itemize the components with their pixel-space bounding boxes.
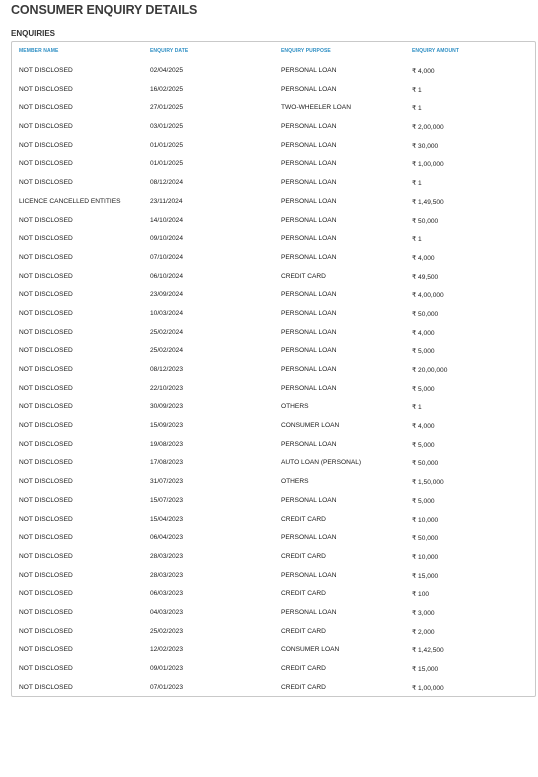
enquiry-date-cell: 04/03/2023: [150, 608, 184, 616]
enquiry-date-cell: 28/03/2023: [150, 552, 184, 560]
enquiry-purpose-cell: PERSONAL LOAN: [281, 440, 337, 448]
table-row: [12, 417, 535, 436]
enquiry-date-cell: 14/10/2024: [150, 216, 184, 224]
table-row: [12, 529, 535, 548]
table-body: [12, 62, 535, 697]
enquiry-amount-cell: ₹ 15,000: [412, 572, 439, 580]
enquiry-amount-cell: ₹ 30,000: [412, 142, 439, 150]
enquiry-amount-cell: ₹ 1,50,000: [412, 479, 444, 487]
member-name-cell: NOT DISCLOSED: [19, 440, 73, 448]
enquiry-amount-cell: ₹ 50,000: [412, 535, 439, 543]
enquiries-table: [11, 41, 536, 697]
enquiry-purpose-cell: CREDIT CARD: [281, 515, 326, 523]
enquiry-amount-cell: ₹ 5,000: [412, 441, 435, 449]
enquiry-amount-cell: ₹ 1,42,500: [412, 647, 444, 655]
enquiry-date-cell: 02/04/2025: [150, 67, 184, 74]
enquiry-purpose-cell: CREDIT CARD: [281, 590, 326, 598]
member-name-cell: NOT DISCLOSED: [19, 515, 73, 523]
enquiry-date-cell: 16/02/2025: [150, 85, 184, 93]
enquiry-purpose-cell: PERSONAL LOAN: [281, 347, 337, 355]
member-name-cell: NOT DISCLOSED: [19, 141, 73, 149]
enquiry-date-cell: 01/01/2025: [150, 141, 184, 149]
member-name-cell: NOT DISCLOSED: [19, 496, 73, 504]
enquiry-purpose-cell: PERSONAL LOAN: [281, 235, 337, 243]
page-title: CONSUMER ENQUIRY DETAILS: [11, 3, 198, 17]
table-row: [12, 230, 535, 249]
table-row: [12, 492, 535, 511]
enquiry-amount-cell: ₹ 1: [412, 404, 422, 412]
enquiry-amount-cell: ₹ 10,000: [412, 553, 439, 561]
enquiry-amount-cell: ₹ 49,500: [412, 273, 439, 281]
enquiry-purpose-cell: OTHERS: [281, 403, 309, 411]
enquiry-purpose-cell: CONSUMER LOAN: [281, 422, 340, 430]
table-row: [12, 398, 535, 417]
member-name-cell: LICENCE CANCELLED ENTITIES: [19, 197, 121, 205]
table-row: [12, 604, 535, 623]
enquiry-purpose-cell: PERSONAL LOAN: [281, 141, 337, 149]
enquiry-date-cell: 15/07/2023: [150, 496, 184, 504]
enquiry-amount-cell: ₹ 1: [412, 86, 422, 94]
column-header-enquiry-amount: ENQUIRY AMOUNT: [412, 48, 460, 54]
enquiry-amount-cell: ₹ 4,00,000: [412, 292, 444, 300]
member-name-cell: NOT DISCLOSED: [19, 571, 73, 579]
member-name-cell: NOT DISCLOSED: [19, 683, 73, 691]
table-row: [12, 473, 535, 492]
enquiry-amount-cell: ₹ 50,000: [412, 310, 439, 318]
enquiry-amount-cell: ₹ 1,00,000: [412, 161, 444, 169]
table-row: [12, 567, 535, 586]
member-name-cell: NOT DISCLOSED: [19, 347, 73, 355]
enquiry-date-cell: 25/02/2024: [150, 328, 184, 336]
enquiry-purpose-cell: PERSONAL LOAN: [281, 366, 337, 373]
enquiry-date-cell: 03/01/2025: [150, 123, 184, 131]
member-name-cell: NOT DISCLOSED: [19, 459, 73, 467]
member-name-cell: NOT DISCLOSED: [19, 627, 73, 635]
member-name-cell: NOT DISCLOSED: [19, 216, 73, 224]
enquiry-purpose-cell: TWO-WHEELER LOAN: [281, 104, 351, 112]
enquiry-date-cell: 15/09/2023: [150, 422, 184, 430]
enquiry-date-cell: 09/10/2024: [150, 235, 184, 243]
column-header-member-name: MEMBER NAME: [19, 48, 59, 54]
table-row: [12, 155, 535, 174]
enquiry-amount-cell: ₹ 2,00,000: [412, 124, 444, 132]
enquiry-date-cell: 30/09/2023: [150, 403, 184, 411]
table-row: [12, 81, 535, 100]
member-name-cell: NOT DISCLOSED: [19, 552, 73, 560]
enquiry-purpose-cell: PERSONAL LOAN: [281, 328, 337, 336]
enquiry-purpose-cell: PERSONAL LOAN: [281, 253, 337, 261]
table-row: [12, 380, 535, 399]
enquiry-purpose-cell: CREDIT CARD: [281, 272, 326, 280]
member-name-cell: NOT DISCLOSED: [19, 608, 73, 616]
table-row: [12, 324, 535, 343]
member-name-cell: NOT DISCLOSED: [19, 534, 73, 542]
enquiry-date-cell: 12/02/2023: [150, 646, 184, 654]
table-row: [12, 548, 535, 567]
table-row: [12, 212, 535, 231]
member-name-cell: NOT DISCLOSED: [19, 272, 73, 280]
enquiry-purpose-cell: PERSONAL LOAN: [281, 123, 337, 131]
table-row: [12, 118, 535, 137]
enquiry-amount-cell: ₹ 50,000: [412, 217, 439, 225]
enquiry-date-cell: 08/12/2024: [150, 179, 184, 187]
member-name-cell: NOT DISCLOSED: [19, 328, 73, 336]
enquiry-date-cell: 28/03/2023: [150, 571, 184, 579]
enquiry-date-cell: 06/10/2024: [150, 272, 184, 280]
enquiry-date-cell: 17/08/2023: [150, 459, 184, 467]
enquiry-amount-cell: ₹ 4,000: [412, 329, 435, 337]
enquiry-purpose-cell: PERSONAL LOAN: [281, 309, 337, 317]
member-name-cell: NOT DISCLOSED: [19, 123, 73, 131]
enquiry-date-cell: 19/08/2023: [150, 440, 184, 448]
enquiry-purpose-cell: CREDIT CARD: [281, 552, 326, 560]
section-title: ENQUIRIES: [11, 29, 56, 38]
enquiry-amount-cell: ₹ 20,00,000: [412, 367, 448, 374]
enquiry-date-cell: 25/02/2024: [150, 347, 184, 355]
enquiry-date-cell: 23/11/2024: [150, 197, 183, 205]
enquiry-date-cell: 27/01/2025: [150, 104, 184, 112]
table-row: [12, 361, 535, 380]
table-row: [12, 249, 535, 268]
table-row: [12, 511, 535, 530]
table-row: [12, 454, 535, 473]
member-name-cell: NOT DISCLOSED: [19, 590, 73, 598]
member-name-cell: NOT DISCLOSED: [19, 291, 73, 299]
enquiry-amount-cell: ₹ 1,49,500: [412, 198, 444, 206]
column-header-enquiry-purpose: ENQUIRY PURPOSE: [281, 48, 331, 54]
enquiry-date-cell: 07/10/2024: [150, 253, 184, 261]
enquiry-amount-cell: ₹ 3,000: [412, 609, 435, 617]
enquiry-purpose-cell: PERSONAL LOAN: [281, 67, 337, 74]
member-name-cell: NOT DISCLOSED: [19, 384, 73, 392]
enquiry-amount-cell: ₹ 5,000: [412, 385, 435, 393]
member-name-cell: NOT DISCLOSED: [19, 422, 73, 430]
enquiry-date-cell: 01/01/2025: [150, 160, 184, 168]
member-name-cell: NOT DISCLOSED: [19, 179, 73, 187]
member-name-cell: NOT DISCLOSED: [19, 478, 73, 486]
enquiry-amount-cell: ₹ 1: [412, 180, 422, 188]
enquiry-amount-cell: ₹ 10,000: [412, 516, 439, 524]
member-name-cell: NOT DISCLOSED: [19, 235, 73, 243]
table-row: [12, 286, 535, 305]
column-header-enquiry-date: ENQUIRY DATE: [150, 48, 189, 54]
table-row: [12, 660, 535, 679]
enquiry-date-cell: 22/10/2023: [150, 384, 184, 392]
enquiry-purpose-cell: AUTO LOAN (PERSONAL): [281, 459, 362, 467]
enquiry-purpose-cell: PERSONAL LOAN: [281, 496, 337, 504]
table-row: [12, 193, 535, 212]
enquiry-date-cell: 23/09/2024: [150, 291, 184, 299]
enquiry-amount-cell: ₹ 1: [412, 105, 422, 113]
enquiry-purpose-cell: CREDIT CARD: [281, 683, 326, 691]
enquiry-date-cell: 15/04/2023: [150, 515, 184, 523]
enquiry-amount-cell: ₹ 5,000: [412, 348, 435, 356]
table-row: [12, 679, 535, 698]
enquiry-date-cell: 31/07/2023: [150, 478, 184, 486]
enquiry-purpose-cell: PERSONAL LOAN: [281, 608, 337, 616]
enquiry-date-cell: 25/02/2023: [150, 627, 184, 635]
table-row: [12, 342, 535, 361]
table-row: [12, 137, 535, 156]
member-name-cell: NOT DISCLOSED: [19, 403, 73, 411]
table-row: [12, 99, 535, 118]
table-row: [12, 641, 535, 660]
enquiry-amount-cell: ₹ 50,000: [412, 460, 439, 468]
member-name-cell: NOT DISCLOSED: [19, 309, 73, 317]
member-name-cell: NOT DISCLOSED: [19, 85, 73, 93]
enquiry-date-cell: 07/01/2023: [150, 683, 184, 691]
enquiry-amount-cell: ₹ 5,000: [412, 497, 435, 505]
table-row: [12, 436, 535, 455]
member-name-cell: NOT DISCLOSED: [19, 104, 73, 112]
enquiry-purpose-cell: PERSONAL LOAN: [281, 179, 337, 187]
enquiry-purpose-cell: PERSONAL LOAN: [281, 216, 337, 224]
table-row: [12, 585, 535, 604]
enquiry-date-cell: 06/04/2023: [150, 534, 184, 542]
member-name-cell: NOT DISCLOSED: [19, 366, 73, 373]
table-header: [12, 48, 535, 58]
enquiry-purpose-cell: PERSONAL LOAN: [281, 534, 337, 542]
enquiry-amount-cell: ₹ 1: [412, 236, 422, 244]
enquiry-date-cell: 10/03/2024: [150, 309, 184, 317]
enquiry-purpose-cell: CONSUMER LOAN: [281, 646, 340, 654]
enquiry-date-cell: 09/01/2023: [150, 665, 184, 672]
enquiry-date-cell: 08/12/2023: [150, 366, 184, 373]
enquiry-purpose-cell: PERSONAL LOAN: [281, 384, 337, 392]
enquiry-amount-cell: ₹ 4,000: [412, 68, 435, 75]
member-name-cell: NOT DISCLOSED: [19, 646, 73, 654]
enquiry-amount-cell: ₹ 2,000: [412, 628, 435, 636]
table-row: [12, 62, 535, 81]
enquiry-purpose-cell: CREDIT CARD: [281, 627, 326, 635]
member-name-cell: NOT DISCLOSED: [19, 253, 73, 261]
enquiry-amount-cell: ₹ 15,000: [412, 666, 439, 673]
table-row: [12, 623, 535, 642]
enquiry-amount-cell: ₹ 1,00,000: [412, 684, 444, 692]
enquiry-amount-cell: ₹ 4,000: [412, 423, 435, 431]
table-row: [12, 305, 535, 324]
enquiry-purpose-cell: PERSONAL LOAN: [281, 571, 337, 579]
member-name-cell: NOT DISCLOSED: [19, 665, 73, 672]
enquiry-purpose-cell: PERSONAL LOAN: [281, 197, 337, 205]
table-row: [12, 174, 535, 193]
enquiry-purpose-cell: PERSONAL LOAN: [281, 160, 337, 168]
enquiry-amount-cell: ₹ 4,000: [412, 254, 435, 262]
table-row: [12, 268, 535, 287]
enquiry-amount-cell: ₹ 100: [412, 591, 430, 599]
enquiry-purpose-cell: OTHERS: [281, 478, 309, 486]
member-name-cell: NOT DISCLOSED: [19, 67, 73, 74]
enquiry-purpose-cell: PERSONAL LOAN: [281, 291, 337, 299]
enquiry-purpose-cell: CREDIT CARD: [281, 665, 326, 672]
enquiry-date-cell: 06/03/2023: [150, 590, 184, 598]
enquiry-purpose-cell: PERSONAL LOAN: [281, 85, 337, 93]
member-name-cell: NOT DISCLOSED: [19, 160, 73, 168]
